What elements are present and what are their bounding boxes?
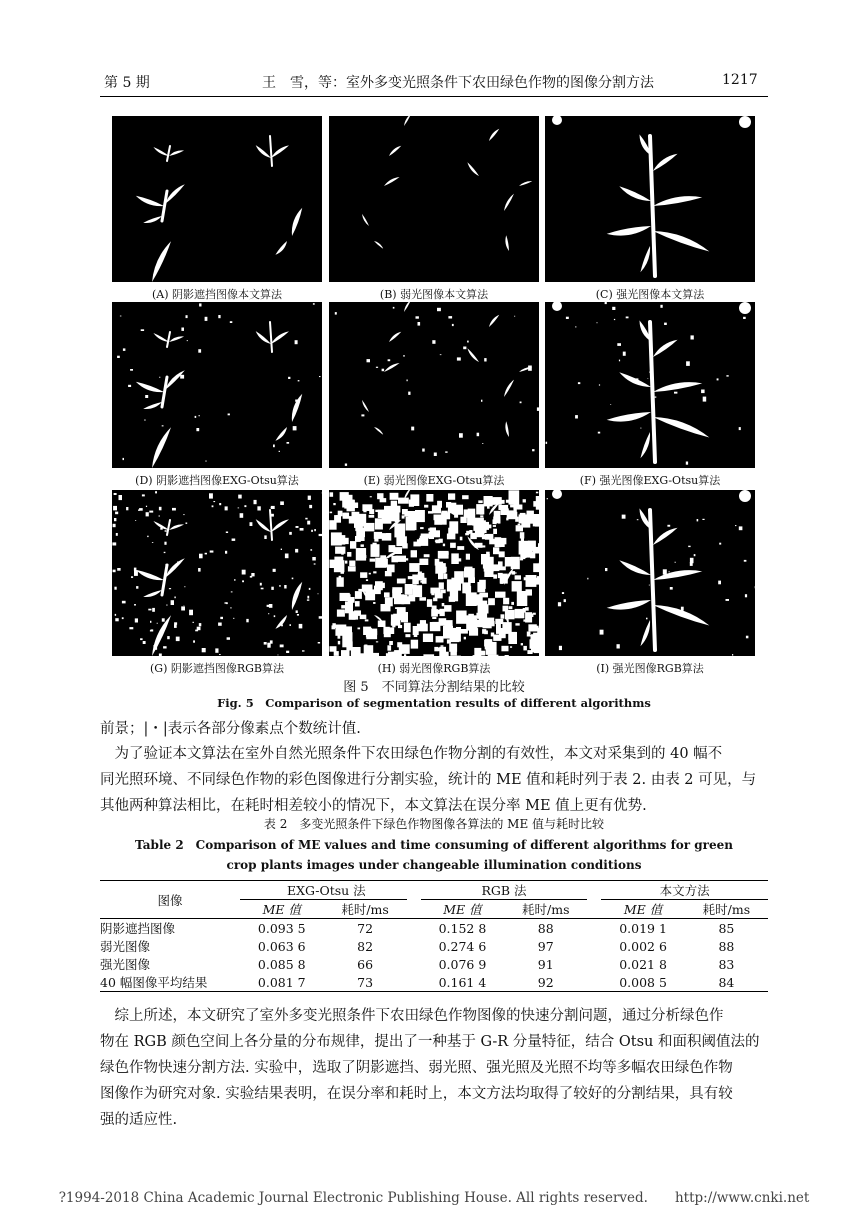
segmentation-image-e <box>329 302 539 468</box>
p2-line-2: 物在 RGB 颜色空间上各分量的分布规律，提出了一种基于 G-R 分量特征，结合 Otsu 和面积阈值法的 <box>100 1034 760 1050</box>
p1-line-1: 为了验证本文算法在室外自然光照条件下农田绿色作物分割的有效性，本文对采集到的 40 幅不 <box>100 746 723 762</box>
panel-caption-b: (B) 弱光图像本文算法 <box>379 288 489 301</box>
figure-panel-d <box>112 302 322 468</box>
copyright-footer: ?1994-2018 China Academic Journal Electronic Publishing House. All rights reserved. http://www.cnki.net <box>58 1190 810 1206</box>
panel-caption-g: (G) 阴影遮挡图像RGB算法 <box>149 662 285 675</box>
table-2 <box>100 880 768 992</box>
segmentation-image-i <box>545 490 755 656</box>
running-title: 王 雪，等：室外多变光照条件下农田绿色作物的图像分割方法 <box>262 75 654 91</box>
figure-panel-b <box>329 116 539 282</box>
group-exg-otsu: EXG-Otsu 法 <box>240 881 407 900</box>
panel-caption-d: (D) 阴影遮挡图像EXG-Otsu算法 <box>135 474 299 487</box>
segmentation-image-h <box>329 490 539 656</box>
table-caption-en-1: Table 2 Comparison of ME values and time consuming of different algorithms for green <box>135 838 733 852</box>
p1-line-3: 其他两种算法相比，在耗时相差较小的情况下，本文算法在误分率 ME 值上更有优势. <box>100 798 647 814</box>
header-rule <box>100 96 768 97</box>
figure-caption-cn: 图 5 不同算法分割结果的比较 <box>343 680 525 695</box>
issue-number: 第 5 期 <box>104 75 150 91</box>
panel-caption-c: (C) 强光图像本文算法 <box>595 288 705 301</box>
sub-me-3: ME 值 <box>601 900 685 919</box>
segmentation-image-c <box>545 116 755 282</box>
sub-time-1: 耗时/ms <box>324 900 407 919</box>
panel-caption-a: (A) 阴影遮挡图像本文算法 <box>151 288 283 301</box>
segmentation-image-f <box>545 302 755 468</box>
figure-panel-a <box>112 116 322 282</box>
p2-line-1: 综上所述，本文研究了室外多变光照条件下农田绿色作物图像的快速分割问题，通过分析绿色作 <box>100 1008 724 1024</box>
figure-panel-f <box>545 302 755 468</box>
panel-caption-i: (I) 强光图像RGB算法 <box>596 662 704 675</box>
figure-panel-c <box>545 116 755 282</box>
panel-caption-h: (H) 弱光图像RGB算法 <box>377 662 491 675</box>
page-number: 1217 <box>722 72 758 88</box>
sub-me-1: ME 值 <box>240 900 324 919</box>
figure-panel-g <box>112 490 322 656</box>
body-paragraph-1 <box>100 741 756 819</box>
body-paragraph-0: 前景；|・|表示各部分像素点个数统计值. <box>100 721 361 737</box>
figure-caption-en: Fig. 5 Comparison of segmentation results of different algorithms <box>217 696 651 710</box>
table-row: 弱光图像 0.063 6 82 0.274 6 97 0.002 6 88 <box>100 938 735 954</box>
group-rgb: RGB 法 <box>421 881 588 900</box>
group-ours: 本文方法 <box>601 881 768 900</box>
sub-me-2: ME 值 <box>421 900 505 919</box>
sub-time-2: 耗时/ms <box>504 900 587 919</box>
table-row-header: 图像 <box>100 881 240 919</box>
segmentation-image-a <box>112 116 322 282</box>
table-caption-en-2: crop plants images under changeable illumination conditions <box>226 858 642 872</box>
figure-panel-e <box>329 302 539 468</box>
p2-line-5: 强的适应性. <box>100 1112 178 1128</box>
p2-line-4: 图像作为研究对象. 实验结果表明，在误分率和耗时上，本文方法均取得了较好的分割结果，具有较 <box>100 1086 733 1102</box>
table-row: 强光图像 0.085 8 66 0.076 9 91 0.021 8 83 <box>100 956 735 972</box>
figure-panel-i <box>545 490 755 656</box>
panel-caption-e: (E) 弱光图像EXG-Otsu算法 <box>363 474 505 487</box>
p1-line-2: 同光照环境、不同绿色作物的彩色图像进行分割实验，统计的 ME 值和耗时列于表 2. 由表 2 可见，与 <box>100 772 757 788</box>
panel-caption-f: (F) 强光图像EXG-Otsu算法 <box>579 474 721 487</box>
segmentation-image-d <box>112 302 322 468</box>
table-row: 40 幅图像平均结果 0.081 7 73 0.161 4 92 0.008 5 84 <box>100 973 768 992</box>
table-row: 阴影遮挡图像 0.093 5 72 0.152 8 88 0.019 1 85 <box>100 920 735 936</box>
segmentation-image-g <box>112 490 322 656</box>
body-paragraph-2 <box>100 1003 759 1133</box>
table-caption-cn: 表 2 多变光照条件下绿色作物图像各算法的 ME 值与耗时比较 <box>263 817 605 831</box>
p2-line-3: 绿色作物快速分割方法. 实验中，选取了阴影遮挡、弱光照、强光照及光照不均等多幅农田绿色作物 <box>100 1060 733 1076</box>
figure-panel-h <box>329 490 539 656</box>
segmentation-image-b <box>329 116 539 282</box>
sub-time-3: 耗时/ms <box>685 900 768 919</box>
